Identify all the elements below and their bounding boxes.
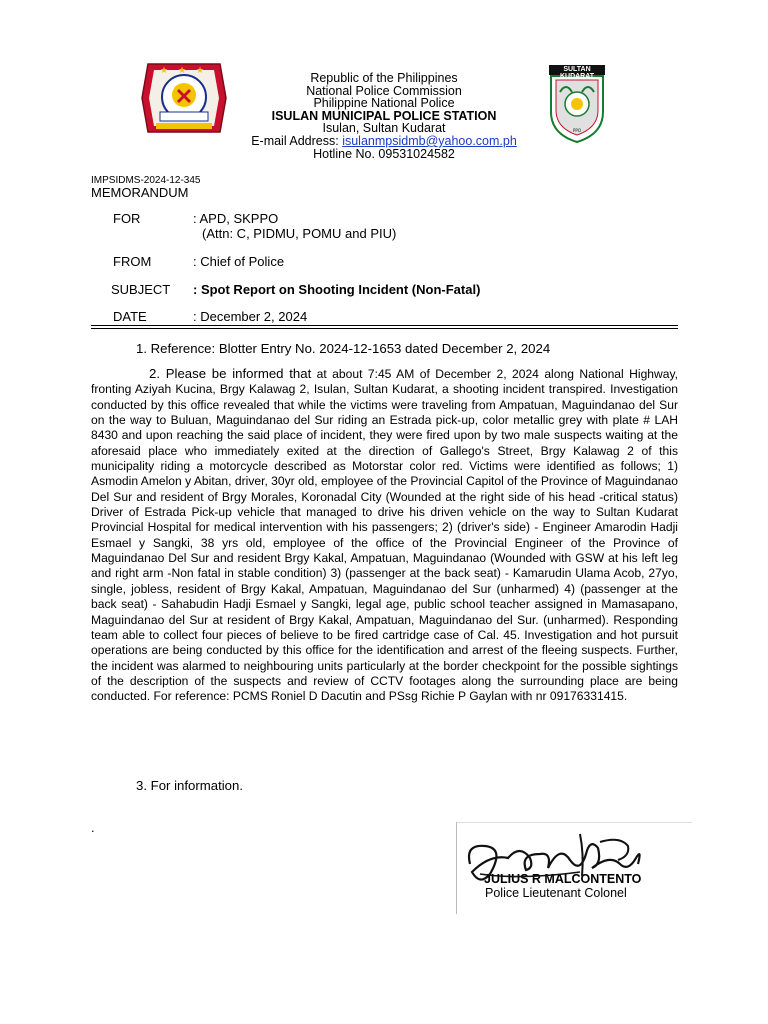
signatory-rank: Police Lieutenant Colonel	[485, 886, 627, 900]
from-label: FROM	[113, 254, 152, 269]
paragraph-2-text: at about 7:45 AM of December 2, 2024 along National Highway, fronting Aziyah Kucina, Brgy Kalawag 2, Isulan, Sultan Kudarat, a shooting incident transpired. Investigation conducted by this office revealed that while the victims were traveling from Ampatuan, Maguindanao del Sur on the way to Buluan, Maguindanao del Sur riding an Estrada pick-up, color metallic grey with plate # LAH 8430 and upon reaching the said place of incident, they were fired upon by two male suspects waiting at the aforesaid place who immediately exited at the direction of Gallego's Street, Brgy Kalawag 2 of this municipality riding a motorcycle described as Motorstar color red. Victims were identified as follows; 1) Asmodin Amelon y Abitan, driver, 30yr old, employee of the Provincial Capitol of the Province of Maguindanao Del Sur and resident of Brgy Morales, Koronadal City (Wounded at the right side of his head -critical status) Driver of Estrada Pick-up vehicle that managed to drive his driven vehicle on the way to Sultan Kudarat Provincial Hospital for medical intervention with his passengers; 2) (driver's side) - Engineer Amarodin Hadji Esmael y Sangki, 38 yrs old, employee of the office of the Provincial Engineer of the Province of Maguindanao Del Sur and resident Brgy Kakal, Ampatuan, Maguindanao (Wounded with GSW at his left leg and right arm -Non fatal in stable condition) 3) (passenger at the back seat) - Kamarudin Ulama Acob, 27yo, single, jobless, resident of Brgy Kakal, Ampatuan, Maguindanao del Sur (unharmed) 4) (passenger at the back seat) - Sahabudin Hadji Esmael y Sangki, legal age, public school teacher assigned in Mamasapano, Maguindanao del Sur at resident of Brgy Kakal, Ampatuan, Maguindanao del Sur. (unharmed). Responding team able to collect four pieces of believe to be fired cartridge case of Cal. 45. Investigation and hot pursuit operations are being conducted by this office for the identification and arrest of the fleeing suspects. Further, the incident was alarmed to neighbouring units particularly at the border checkpoint for the possible sightings of the description of the suspects and review of CCTV footages along the surrounding place are being conducted. For reference: PCMS Roniel D Dacutin and PSsg Richie P Gaylan with nr 09176331415.	[91, 367, 678, 704]
svg-text:★: ★	[160, 66, 169, 76]
paragraph-2	[91, 366, 678, 705]
memo-title: MEMORANDUM	[91, 185, 189, 200]
email-line	[160, 135, 608, 148]
svg-text:★: ★	[196, 66, 205, 76]
header-line-3: Philippine National Police	[313, 96, 455, 111]
paragraph-1: 1. Reference: Blotter Entry No. 2024-12-1653 dated December 2, 2024	[136, 341, 551, 356]
paragraph-3: 3. For information.	[136, 778, 244, 793]
from-value: : Chief of Police	[193, 254, 285, 269]
svg-text:PPO: PPO	[573, 128, 581, 133]
for-attn: (Attn: C, PIDMU, POMU and PIU)	[202, 226, 397, 241]
email-label: E-mail Address:	[251, 133, 343, 148]
date-label: DATE	[113, 309, 147, 324]
header-line-2: National Police Commission	[306, 83, 462, 98]
stray-dot: .	[91, 820, 95, 835]
handwritten-signature	[460, 824, 660, 894]
subject-value: : Spot Report on Shooting Incident (Non-Fatal)	[193, 282, 481, 297]
sultan-kudarat-banner: SULTAN KUDARAT	[559, 66, 595, 80]
signature-box-top	[456, 822, 692, 823]
svg-text:★: ★	[178, 66, 187, 76]
paragraph-2-lead: 2. Please be informed that	[149, 366, 312, 381]
date-value: : December 2, 2024	[193, 309, 308, 324]
letterhead	[160, 72, 608, 160]
signature-box-left	[456, 822, 457, 914]
for-value: : APD, SKPPO	[193, 211, 279, 226]
email-link[interactable]: isulanmpsidmb@yahoo.com.ph	[342, 133, 517, 148]
header-line-1: Republic of the Philippines	[310, 71, 458, 85]
station-location: Isulan, Sultan Kudarat	[322, 121, 446, 136]
subject-label: SUBJECT	[111, 282, 171, 297]
reference-number: IMPSIDMS-2024-12-345	[91, 175, 201, 186]
hotline: Hotline No. 09531024582	[313, 146, 455, 161]
divider-line-2	[91, 328, 678, 329]
signatory-name: JULIUS R MALCONTENTO	[484, 872, 642, 886]
station-name: ISULAN MUNICIPAL POLICE STATION	[271, 108, 497, 123]
for-label: FOR	[113, 211, 141, 226]
divider-line-1	[91, 325, 678, 326]
